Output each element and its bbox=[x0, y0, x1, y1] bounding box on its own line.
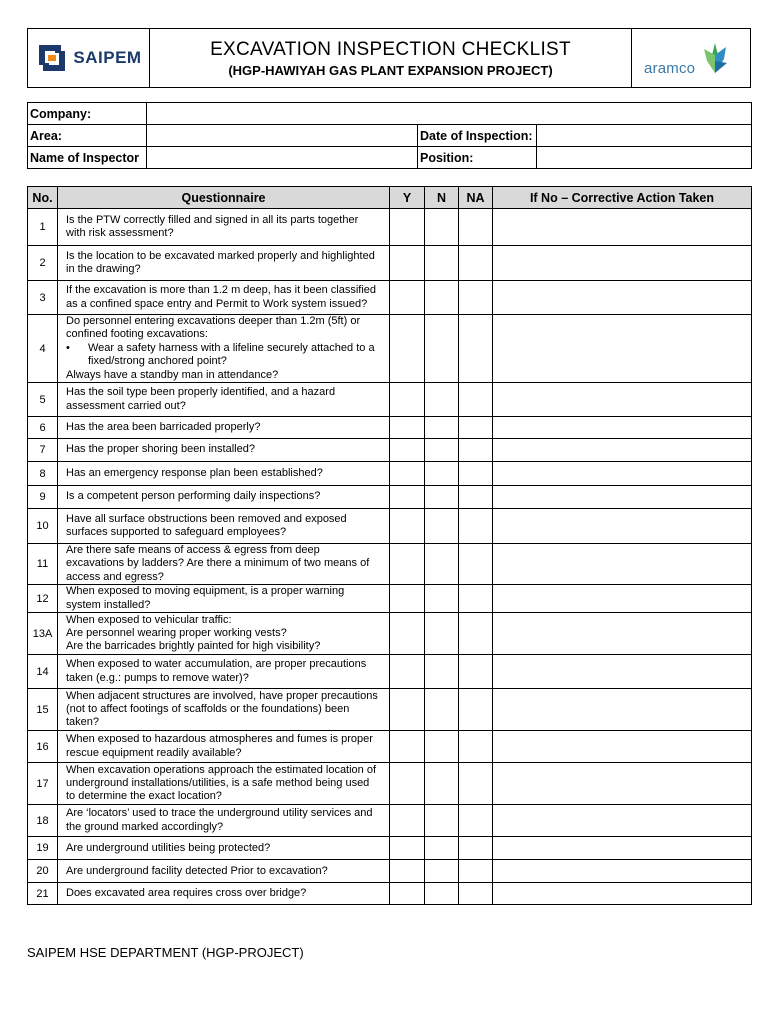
question-line: fixed/strong anchored point? bbox=[88, 355, 227, 368]
corrective-action-cell[interactable] bbox=[493, 544, 752, 585]
answer-n-cell[interactable] bbox=[425, 805, 459, 837]
question-line: When exposed to hazardous atmospheres and fumes is proper bbox=[66, 733, 373, 746]
answer-n-cell[interactable] bbox=[425, 837, 459, 860]
question-text bbox=[58, 763, 390, 805]
corrective-action-cell[interactable] bbox=[493, 462, 752, 486]
answer-na-cell[interactable] bbox=[459, 731, 493, 763]
inspector-name-field[interactable] bbox=[147, 147, 418, 169]
answer-na-cell[interactable] bbox=[459, 837, 493, 860]
document-header bbox=[27, 28, 751, 88]
inspector-name-label: Name of Inspector bbox=[28, 147, 147, 169]
question-line: to determine the exact location? bbox=[66, 790, 222, 803]
answer-y-cell[interactable] bbox=[390, 281, 425, 315]
answer-n-cell[interactable] bbox=[425, 383, 459, 417]
question-line: Have all surface obstructions been removed and exposed bbox=[66, 512, 347, 525]
question-line: with risk assessment? bbox=[66, 227, 174, 239]
area-row bbox=[28, 125, 752, 147]
checklist-row bbox=[28, 655, 752, 689]
question-text bbox=[58, 486, 390, 509]
checklist-row bbox=[28, 439, 752, 462]
item-number: 17 bbox=[28, 763, 58, 805]
document-title: EXCAVATION INSPECTION CHECKLIST bbox=[210, 38, 571, 60]
answer-y-cell[interactable] bbox=[390, 544, 425, 585]
corrective-action-cell[interactable] bbox=[493, 613, 752, 655]
answer-y-cell[interactable] bbox=[390, 439, 425, 462]
corrective-action-cell[interactable] bbox=[493, 837, 752, 860]
answer-na-cell[interactable] bbox=[459, 860, 493, 883]
answer-n-cell[interactable] bbox=[425, 486, 459, 509]
checklist-row bbox=[28, 689, 752, 731]
question-text bbox=[58, 246, 390, 281]
answer-na-cell[interactable] bbox=[459, 689, 493, 731]
corrective-action-cell[interactable] bbox=[493, 689, 752, 731]
saipem-logo-text: SAIPEM bbox=[73, 48, 142, 67]
question-line: When adjacent structures are involved, have proper precautions bbox=[66, 689, 378, 702]
corrective-action-cell[interactable] bbox=[493, 883, 752, 905]
answer-na-cell[interactable] bbox=[459, 613, 493, 655]
corrective-action-cell[interactable] bbox=[493, 315, 752, 383]
question-line: When exposed to vehicular traffic: bbox=[66, 613, 232, 626]
checklist-row bbox=[28, 585, 752, 613]
corrective-action-cell[interactable] bbox=[493, 860, 752, 883]
corrective-action-cell[interactable] bbox=[493, 383, 752, 417]
item-number: 20 bbox=[28, 860, 58, 883]
answer-na-cell[interactable] bbox=[459, 655, 493, 689]
answer-y-cell[interactable] bbox=[390, 860, 425, 883]
answer-y-cell[interactable] bbox=[390, 763, 425, 805]
answer-na-cell[interactable] bbox=[459, 246, 493, 281]
question-text bbox=[58, 731, 390, 763]
position-label: Position: bbox=[418, 147, 537, 169]
answer-na-cell[interactable] bbox=[459, 439, 493, 462]
saipem-logo bbox=[28, 29, 149, 87]
question-text bbox=[58, 383, 390, 417]
answer-na-cell[interactable] bbox=[459, 209, 493, 246]
corrective-action-cell[interactable] bbox=[493, 509, 752, 544]
question-line: assessment carried out? bbox=[66, 399, 186, 412]
checklist-row bbox=[28, 731, 752, 763]
corrective-action-cell[interactable] bbox=[493, 281, 752, 315]
question-text bbox=[58, 417, 390, 439]
item-number: 1 bbox=[28, 209, 58, 246]
answer-y-cell[interactable] bbox=[390, 486, 425, 509]
aramco-logo-text: aramco bbox=[644, 60, 696, 77]
checklist-row bbox=[28, 246, 752, 281]
answer-na-cell[interactable] bbox=[459, 509, 493, 544]
item-number: 3 bbox=[28, 281, 58, 315]
answer-y-cell[interactable] bbox=[390, 613, 425, 655]
answer-y-cell[interactable] bbox=[390, 883, 425, 905]
aramco-logo bbox=[632, 29, 750, 87]
answer-na-cell[interactable] bbox=[459, 585, 493, 613]
inspection-info-table bbox=[27, 102, 752, 169]
question-line: surfaces supported to safeguard employees? bbox=[66, 526, 287, 539]
question-line: taken (e.g.: pumps to remove water)? bbox=[66, 671, 249, 684]
question-line: Is the PTW correctly filled and signed in all its parts together bbox=[66, 213, 359, 226]
date-of-inspection-label: Date of Inspection: bbox=[418, 125, 537, 147]
question-line: rescue equipment readily available? bbox=[66, 746, 242, 759]
col-header-y: Y bbox=[390, 187, 425, 209]
question-line: (not to affect footings of scaffolds or the foundations) been bbox=[66, 703, 350, 716]
question-text bbox=[58, 439, 390, 462]
question-line: Wear a safety harness with a lifeline securely attached to a bbox=[88, 341, 375, 354]
footer-department: SAIPEM HSE DEPARTMENT (HGP-PROJECT) bbox=[27, 945, 304, 960]
title-cell bbox=[150, 29, 632, 88]
aramco-palm-icon bbox=[702, 41, 728, 75]
corrective-action-cell[interactable] bbox=[493, 655, 752, 689]
checklist-row bbox=[28, 486, 752, 509]
answer-y-cell[interactable] bbox=[390, 209, 425, 246]
company-label: Company: bbox=[28, 103, 147, 125]
item-number: 8 bbox=[28, 462, 58, 486]
question-text bbox=[58, 689, 390, 731]
answer-n-cell[interactable] bbox=[425, 417, 459, 439]
saipem-logo-icon bbox=[35, 41, 69, 75]
question-text bbox=[58, 613, 390, 655]
checklist-row bbox=[28, 763, 752, 805]
question-line: Has the area been barricaded properly? bbox=[66, 420, 261, 433]
question-line: in the drawing? bbox=[66, 263, 141, 275]
question-line: as a confined space entry and Permit to Work system issued? bbox=[66, 297, 368, 310]
checklist-row bbox=[28, 805, 752, 837]
corrective-action-cell[interactable] bbox=[493, 763, 752, 805]
answer-na-cell[interactable] bbox=[459, 883, 493, 905]
col-header-n: N bbox=[425, 187, 459, 209]
question-line: confined footing excavations: bbox=[66, 328, 208, 341]
question-line: If the excavation is more than 1.2 m deep, has it been classified bbox=[66, 284, 377, 297]
answer-na-cell[interactable] bbox=[459, 281, 493, 315]
question-line: system installed? bbox=[66, 598, 151, 611]
question-text bbox=[58, 315, 390, 383]
item-number: 12 bbox=[28, 585, 58, 613]
question-line: Are there safe means of access & egress from deep bbox=[66, 544, 320, 557]
answer-na-cell[interactable] bbox=[459, 383, 493, 417]
corrective-action-cell[interactable] bbox=[493, 209, 752, 246]
item-number: 11 bbox=[28, 544, 58, 585]
saipem-logo-cell bbox=[28, 29, 150, 88]
bullet-icon: • bbox=[66, 341, 70, 354]
col-header-na: NA bbox=[459, 187, 493, 209]
checklist-row bbox=[28, 417, 752, 439]
item-number: 5 bbox=[28, 383, 58, 417]
answer-y-cell[interactable] bbox=[390, 837, 425, 860]
checklist-row bbox=[28, 383, 752, 417]
question-line: Are underground utilities being protected? bbox=[66, 841, 271, 854]
item-number: 15 bbox=[28, 689, 58, 731]
question-line: Is a competent person performing daily inspections? bbox=[66, 490, 321, 503]
corrective-action-cell[interactable] bbox=[493, 417, 752, 439]
question-line: When exposed to water accumulation, are proper precautions bbox=[66, 658, 367, 671]
checklist-row bbox=[28, 613, 752, 655]
date-of-inspection-field[interactable] bbox=[537, 125, 752, 147]
question-line: excavations by ladders? Are there a minimum of two means of bbox=[66, 557, 370, 570]
answer-n-cell[interactable] bbox=[425, 860, 459, 883]
question-line: taken? bbox=[66, 716, 100, 729]
question-text bbox=[58, 281, 390, 315]
item-number: 7 bbox=[28, 439, 58, 462]
question-line: Are personnel wearing proper working vests? bbox=[66, 627, 287, 640]
item-number: 21 bbox=[28, 883, 58, 905]
answer-y-cell[interactable] bbox=[390, 246, 425, 281]
answer-n-cell[interactable] bbox=[425, 439, 459, 462]
item-number: 14 bbox=[28, 655, 58, 689]
question-line: underground installations/utilities, is a safe method being used bbox=[66, 777, 370, 790]
col-header-corrective-action: If No – Corrective Action Taken bbox=[493, 187, 752, 209]
checklist-table bbox=[27, 186, 752, 905]
question-text bbox=[58, 805, 390, 837]
answer-n-cell[interactable] bbox=[425, 544, 459, 585]
checklist-row bbox=[28, 837, 752, 860]
checklist-row bbox=[28, 860, 752, 883]
answer-na-cell[interactable] bbox=[459, 544, 493, 585]
item-number: 13A bbox=[28, 613, 58, 655]
answer-y-cell[interactable] bbox=[390, 315, 425, 383]
answer-y-cell[interactable] bbox=[390, 462, 425, 486]
corrective-action-cell[interactable] bbox=[493, 585, 752, 613]
corrective-action-cell[interactable] bbox=[493, 805, 752, 837]
col-header-questionnaire: Questionnaire bbox=[58, 187, 390, 209]
answer-y-cell[interactable] bbox=[390, 805, 425, 837]
answer-y-cell[interactable] bbox=[390, 689, 425, 731]
answer-n-cell[interactable] bbox=[425, 585, 459, 613]
checklist-header-row bbox=[28, 187, 752, 209]
inspector-row bbox=[28, 147, 752, 169]
answer-n-cell[interactable] bbox=[425, 462, 459, 486]
company-row bbox=[28, 103, 752, 125]
question-line: Always have a standby man in attendance? bbox=[66, 368, 279, 381]
item-number: 9 bbox=[28, 486, 58, 509]
question-line: Does excavated area requires cross over bridge? bbox=[66, 887, 307, 900]
question-line: Has the soil type been properly identified, and a hazard bbox=[66, 386, 336, 399]
question-text bbox=[58, 883, 390, 905]
item-number: 16 bbox=[28, 731, 58, 763]
checklist-row bbox=[28, 544, 752, 585]
answer-y-cell[interactable] bbox=[390, 383, 425, 417]
corrective-action-cell[interactable] bbox=[493, 246, 752, 281]
item-number: 10 bbox=[28, 509, 58, 544]
question-line: Do personnel entering excavations deeper than 1.2m (5ft) or bbox=[66, 315, 361, 327]
position-field[interactable] bbox=[537, 147, 752, 169]
question-text bbox=[58, 462, 390, 486]
answer-n-cell[interactable] bbox=[425, 655, 459, 689]
item-number: 4 bbox=[28, 315, 58, 383]
question-line: the ground marked accordingly? bbox=[66, 820, 224, 833]
question-text bbox=[58, 860, 390, 883]
question-text bbox=[58, 544, 390, 585]
checklist-row bbox=[28, 281, 752, 315]
col-header-no: No. bbox=[28, 187, 58, 209]
answer-y-cell[interactable] bbox=[390, 655, 425, 689]
question-line: Has an emergency response plan been established? bbox=[66, 466, 323, 479]
question-text bbox=[58, 509, 390, 544]
question-line: Are underground facility detected Prior to excavation? bbox=[66, 864, 328, 877]
answer-na-cell[interactable] bbox=[459, 417, 493, 439]
item-number: 2 bbox=[28, 246, 58, 281]
corrective-action-cell[interactable] bbox=[493, 439, 752, 462]
answer-na-cell[interactable] bbox=[459, 315, 493, 383]
answer-n-cell[interactable] bbox=[425, 315, 459, 383]
answer-na-cell[interactable] bbox=[459, 805, 493, 837]
aramco-logo-cell bbox=[632, 29, 751, 88]
question-line: access and egress? bbox=[66, 570, 164, 583]
checklist-row bbox=[28, 509, 752, 544]
question-line: Is the location to be excavated marked properly and highlighted bbox=[66, 249, 375, 262]
answer-na-cell[interactable] bbox=[459, 462, 493, 486]
answer-n-cell[interactable] bbox=[425, 281, 459, 315]
answer-na-cell[interactable] bbox=[459, 763, 493, 805]
answer-n-cell[interactable] bbox=[425, 613, 459, 655]
answer-y-cell[interactable] bbox=[390, 417, 425, 439]
item-number: 6 bbox=[28, 417, 58, 439]
area-field[interactable] bbox=[147, 125, 418, 147]
question-line: Has the proper shoring been installed? bbox=[66, 443, 255, 456]
question-line: When exposed to moving equipment, is a proper warning bbox=[66, 585, 345, 598]
question-line: Are ‘locators’ used to trace the underground utility services and bbox=[66, 807, 373, 820]
question-text bbox=[58, 837, 390, 860]
checklist-row bbox=[28, 209, 752, 246]
checklist-row bbox=[28, 315, 752, 383]
answer-n-cell[interactable] bbox=[425, 509, 459, 544]
answer-n-cell[interactable] bbox=[425, 731, 459, 763]
question-text bbox=[58, 209, 390, 246]
item-number: 19 bbox=[28, 837, 58, 860]
answer-y-cell[interactable] bbox=[390, 731, 425, 763]
answer-n-cell[interactable] bbox=[425, 689, 459, 731]
item-number: 18 bbox=[28, 805, 58, 837]
checklist-row bbox=[28, 462, 752, 486]
checklist-row bbox=[28, 883, 752, 905]
answer-y-cell[interactable] bbox=[390, 509, 425, 544]
answer-n-cell[interactable] bbox=[425, 209, 459, 246]
answer-y-cell[interactable] bbox=[390, 585, 425, 613]
answer-n-cell[interactable] bbox=[425, 246, 459, 281]
question-text bbox=[58, 585, 390, 613]
corrective-action-cell[interactable] bbox=[493, 731, 752, 763]
company-field[interactable] bbox=[147, 103, 752, 125]
area-label: Area: bbox=[28, 125, 147, 147]
answer-na-cell[interactable] bbox=[459, 486, 493, 509]
question-line: When excavation operations approach the estimated location of bbox=[66, 763, 377, 776]
answer-n-cell[interactable] bbox=[425, 763, 459, 805]
question-line: Are the barricades brightly painted for high visibility? bbox=[66, 640, 321, 653]
question-text bbox=[58, 655, 390, 689]
document-subtitle: (HGP-HAWIYAH GAS PLANT EXPANSION PROJECT) bbox=[228, 62, 553, 78]
answer-n-cell[interactable] bbox=[425, 883, 459, 905]
corrective-action-cell[interactable] bbox=[493, 486, 752, 509]
